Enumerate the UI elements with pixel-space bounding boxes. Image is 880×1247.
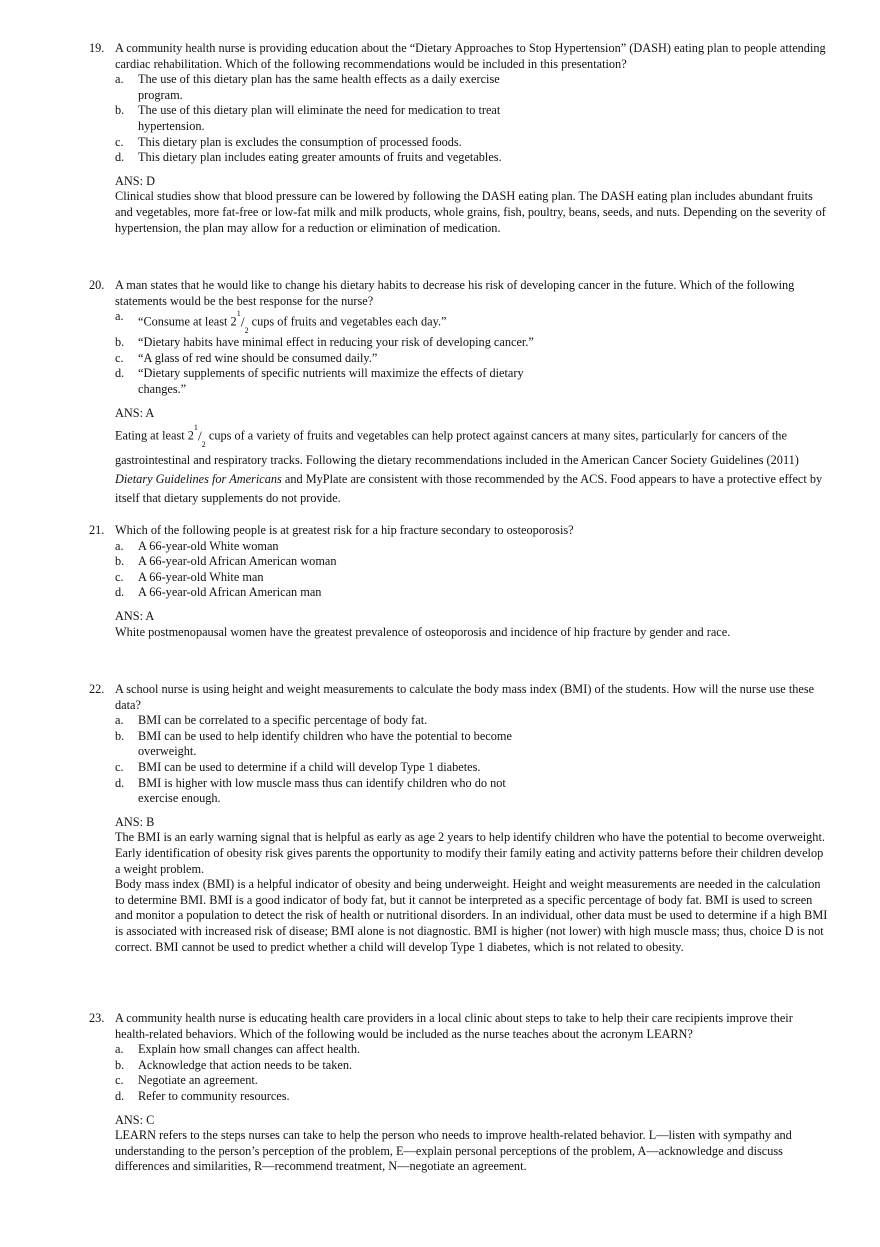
option-list [89, 713, 829, 807]
option-text: “Dietary habits have minimal effect in reducing your risk of developing cancer.” [138, 335, 534, 350]
option-text: cups of fruits and vegetables each day.” [248, 314, 447, 329]
option-text: BMI can be used to determine if a child will develop Type 1 diabetes. [138, 759, 481, 774]
option-b [89, 335, 829, 351]
question-22 [89, 682, 829, 955]
question-21 [89, 523, 829, 640]
answer-key: ANS: D [115, 173, 155, 188]
option-c [89, 351, 829, 367]
option-letter: b. [115, 554, 125, 569]
option-letter: c. [115, 1073, 124, 1088]
question-text: A community health nurse is educating health care providers in a local clinic about steps to take to help their care recipients improve their health-related behaviors. Which of the following would be included as the nurse teaches about the acronym LEARN? [115, 1011, 793, 1041]
question-19 [89, 41, 829, 236]
option-a [89, 72, 829, 103]
option-list [89, 72, 829, 166]
option-b [89, 103, 829, 134]
rationale-text: LEARN refers to the steps nurses can take to help the person who needs to improve health-related behavior. L—listen with sympathy and understanding to the person’s perception of the problem, E—explain personal perceptions of the problem, A—acknowledge and discuss differences and similarities, R—recommend treatment, N—negotiate an agreement. [115, 1128, 792, 1174]
option-letter: c. [115, 134, 124, 149]
option-text: The use of this dietary plan will eliminate the need for medication to treat hypertension. [138, 103, 501, 133]
option-a [89, 1042, 829, 1058]
rationale-italic-title: Dietary Guidelines for Americans [115, 471, 282, 486]
option-letter: b. [115, 103, 125, 118]
option-letter: a. [115, 713, 124, 728]
option-b [89, 554, 829, 570]
option-c [89, 1073, 829, 1089]
option-text: Negotiate an agreement. [138, 1073, 258, 1088]
option-letter: c. [115, 569, 124, 584]
option-text: “Consume at least 2 [138, 314, 237, 329]
option-a [89, 713, 829, 729]
option-list [89, 539, 829, 601]
rationale-part: Eating at least 2 [115, 428, 194, 443]
question-stem [89, 523, 829, 539]
option-d [89, 585, 829, 601]
option-text: This dietary plan includes eating greater amounts of fruits and vegetables. [138, 150, 502, 165]
option-text: The use of this dietary plan has the same health effects as a daily exercise program. [138, 72, 500, 102]
rationale [89, 421, 829, 508]
option-d [89, 366, 829, 397]
fraction-denominator: 2 [201, 439, 206, 449]
question-stem [89, 682, 829, 713]
answer-key: ANS: A [115, 608, 155, 623]
option-a [89, 539, 829, 555]
fraction-denominator: 2 [244, 325, 249, 335]
option-b [89, 729, 829, 760]
question-number: 21. [89, 523, 105, 537]
option-c [89, 760, 829, 776]
option-list [89, 1042, 829, 1104]
option-letter: c. [115, 759, 124, 774]
fraction-numerator: 1 [236, 309, 241, 319]
question-text: A man states that he would like to change his dietary habits to decrease his risk of developing cancer in the future. Which of the following statements would be the best response for the nurse? [115, 278, 795, 308]
option-text: BMI can be used to help identify children who have the potential to become overweight. [138, 728, 512, 759]
option-text: Explain how small changes can affect health. [138, 1042, 361, 1057]
fraction-numerator: 1 [193, 423, 198, 433]
option-text: A 66-year-old White man [138, 569, 264, 584]
question-stem [89, 41, 829, 72]
option-c [89, 570, 829, 586]
option-letter: a. [115, 309, 124, 324]
rationale-part: cups of a variety of fruits and vegetables can help protect against cancers at many sites, particularly for cancers of the gastrointestinal and respiratory tracks. Following the dietary recommendations included in the American Cancer Society Guidelines (2011) [115, 428, 799, 467]
option-letter: b. [115, 1057, 125, 1072]
option-letter: d. [115, 1088, 125, 1103]
option-text: BMI can be correlated to a specific percentage of body fat. [138, 713, 428, 728]
answer-key: ANS: B [115, 814, 155, 829]
option-letter: d. [115, 775, 125, 790]
option-letter: b. [115, 728, 125, 743]
option-a [89, 309, 829, 335]
question-number: 20. [89, 278, 105, 292]
option-text: Refer to community resources. [138, 1088, 290, 1103]
option-letter: a. [115, 538, 124, 553]
rationale-text [115, 421, 829, 508]
option-list [89, 309, 829, 397]
option-text: This dietary plan is excludes the consumption of processed foods. [138, 134, 462, 149]
question-number: 19. [89, 41, 105, 55]
question-23 [89, 1011, 829, 1175]
rationale-text-2: Body mass index (BMI) is a helpful indicator of obesity and being underweight. Height and weight measurements are needed in the calculation to determine BMI. BMI is a good indicator of body fat, but it cannot be interpreted as a specific percentage of body fat. BMI is used to screen and monitor a population to detect the risk of health or nutritional disorders. In an individual, other data must be used to determine if a high BMI is associated with increased risk of disease; BMI alone is not diagnostic. BMI is higher (not lower) with high muscle mass; thus, choice D is not correct. BMI cannot be used to predict whether a child will develop Type 1 diabetes, which is not related to obesity. [115, 877, 828, 954]
rationale [89, 625, 829, 641]
option-letter: a. [115, 72, 124, 87]
option-d [89, 1089, 829, 1105]
question-20 [89, 278, 829, 508]
question-text: A community health nurse is providing education about the “Dietary Approaches to Stop Hypertension” (DASH) eating plan to people attending cardiac rehabilitation. Which of the following recommendations would be included in this presentation? [115, 41, 826, 71]
question-stem [89, 1011, 829, 1042]
option-text: “Dietary supplements of specific nutrients will maximize the effects of dietary changes.” [138, 366, 524, 397]
rationale [89, 189, 829, 236]
option-text: A 66-year-old African American man [138, 585, 322, 600]
option-text: A 66-year-old African American woman [138, 554, 337, 569]
rationale [89, 830, 829, 955]
rationale-text: The BMI is an early warning signal that is helpful as early as age 2 years to help identify children who have the potential to become overweight. Early identification of obesity risk gives parents the opportunity to modify their family eating and activity patterns before their children develop a weight problem. [115, 830, 825, 876]
fraction: $^1/_2$ [193, 423, 206, 449]
option-d [89, 150, 829, 166]
question-text: A school nurse is using height and weight measurements to calculate the body mass index (BMI) of the students. How will the nurse use these data? [115, 682, 815, 712]
option-text: BMI is higher with low muscle mass thus can identify children who do not exercise enough. [138, 775, 506, 806]
rationale-part: and MyPlate are consistent with those recommended by the ACS. Food appears to have a protective effect by itself that dietary supplements do not provide. [115, 471, 823, 505]
question-number: 22. [89, 682, 105, 696]
option-letter: a. [115, 1042, 124, 1057]
answer-key: ANS: A [115, 405, 155, 420]
rationale [89, 1128, 829, 1175]
question-text: Which of the following people is at greatest risk for a hip fracture secondary to osteoporosis? [115, 523, 574, 537]
rationale-text: Clinical studies show that blood pressure can be lowered by following the DASH eating plan. The DASH eating plan includes abundant fruits and vegetables, more fat-free or low-fat milk and milk products, whole grains, fish, poultry, beans, seeds, and nuts. Depending on the severity of hypertension, the plan may allow for a reduction or elimination of medication. [115, 189, 826, 235]
option-letter: d. [115, 366, 125, 381]
option-d [89, 776, 829, 807]
option-letter: b. [115, 335, 125, 350]
option-text: A 66-year-old White woman [138, 538, 279, 553]
option-text: “A glass of red wine should be consumed daily.” [138, 350, 378, 365]
option-c [89, 135, 829, 151]
rationale-text: White postmenopausal women have the greatest prevalence of osteoporosis and incidence of hip fracture by gender and race. [115, 624, 731, 639]
option-letter: c. [115, 350, 124, 365]
answer-key: ANS: C [115, 1112, 155, 1127]
fraction: $^1/_2$ [236, 309, 249, 335]
question-stem [89, 278, 829, 309]
option-letter: d. [115, 150, 125, 165]
question-number: 23. [89, 1011, 105, 1025]
option-b [89, 1058, 829, 1074]
option-letter: d. [115, 585, 125, 600]
option-text: Acknowledge that action needs to be taken. [138, 1057, 353, 1072]
